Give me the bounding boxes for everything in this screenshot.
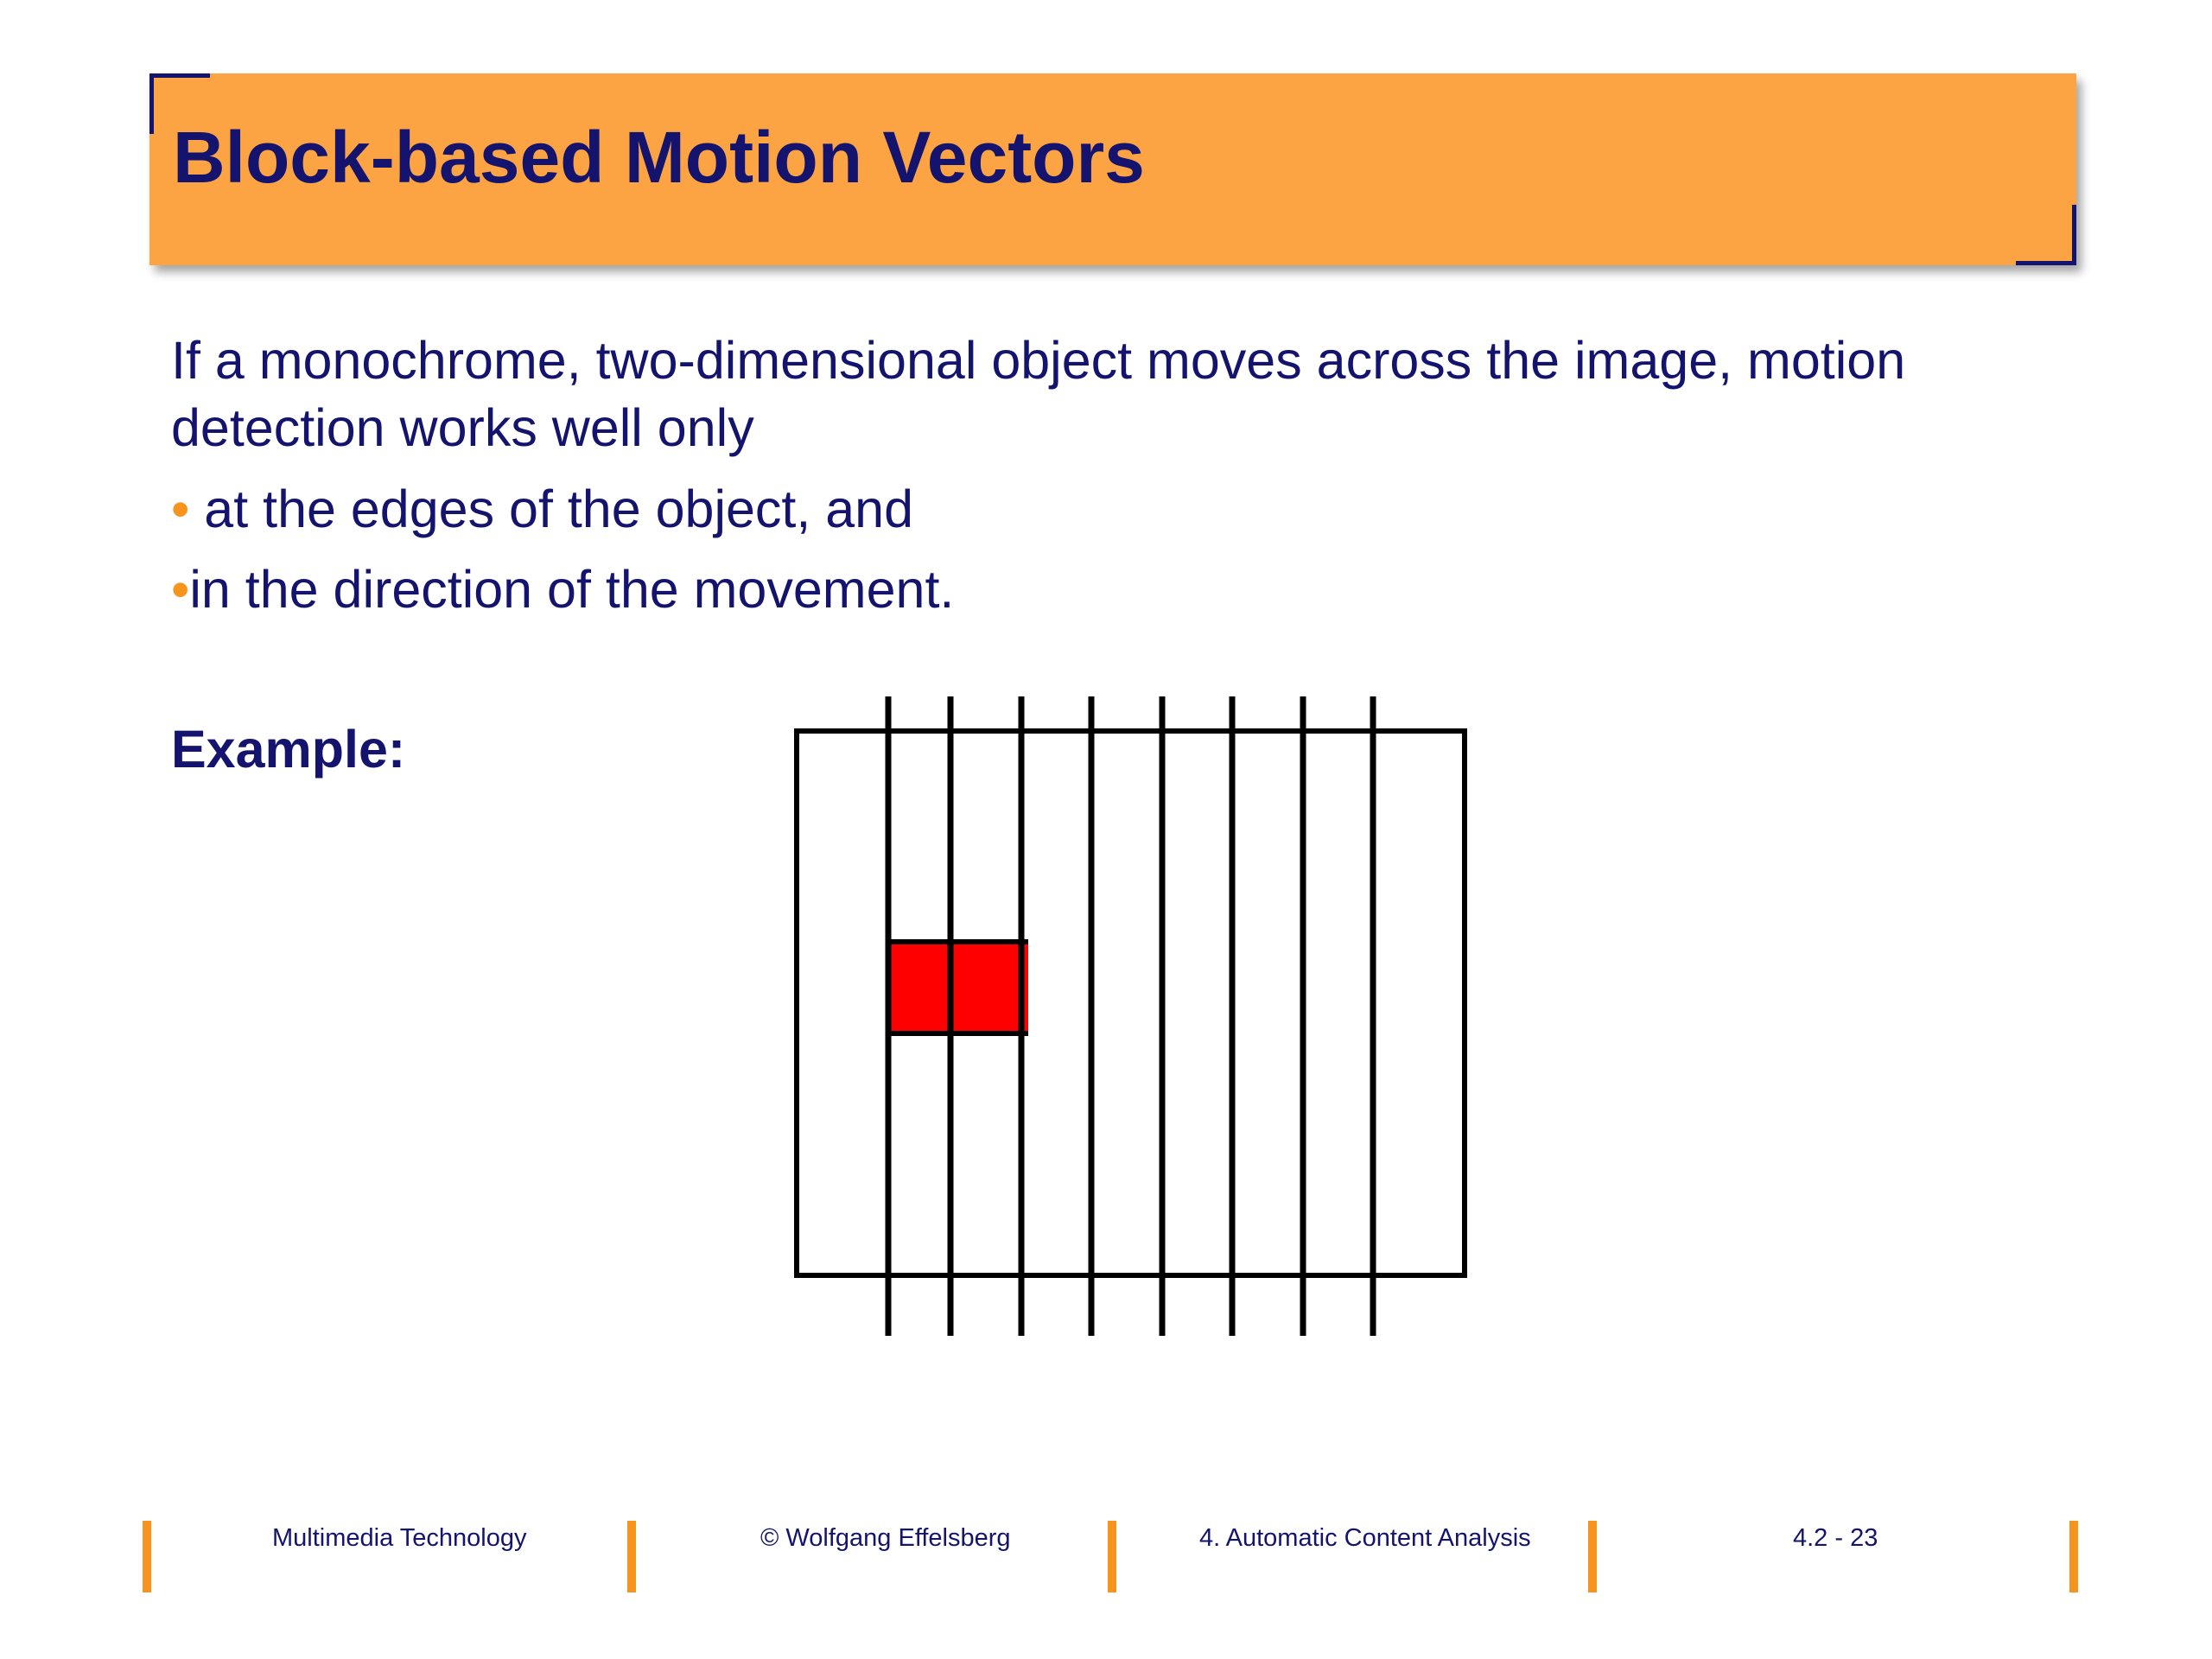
object-red-block (888, 942, 957, 1033)
bullet-item-edges (171, 475, 913, 543)
bullet-marker: • (171, 560, 190, 619)
bullet-item-direction (171, 556, 954, 623)
footer-separator (1108, 1521, 1116, 1592)
motion-diagram (778, 683, 1486, 1357)
footer-separator (2069, 1521, 2078, 1592)
footer-separator (143, 1521, 151, 1592)
bullet-text: in the direction of the movement. (189, 560, 955, 619)
object-red-block (957, 942, 1028, 1033)
footer-author: © Wolfgang Effelsberg (760, 1524, 1011, 1552)
title-corner-bottom-right (2016, 205, 2076, 265)
footer-separator (627, 1521, 636, 1592)
footer-course: Multimedia Technology (272, 1524, 527, 1552)
footer-chapter: 4. Automatic Content Analysis (1199, 1524, 1531, 1552)
footer-page-number: 4.2 - 23 (1793, 1524, 1878, 1552)
slide-title: Block-based Motion Vectors (173, 117, 1145, 198)
footer-separator (1588, 1521, 1597, 1592)
bullet-text: at the edges of the object, and (189, 480, 914, 538)
example-label: Example: (171, 720, 406, 779)
bullet-marker: • (171, 480, 190, 538)
intro-paragraph: If a monochrome, two-dimensional object moves across the image, motion detection works well only (171, 331, 1906, 457)
